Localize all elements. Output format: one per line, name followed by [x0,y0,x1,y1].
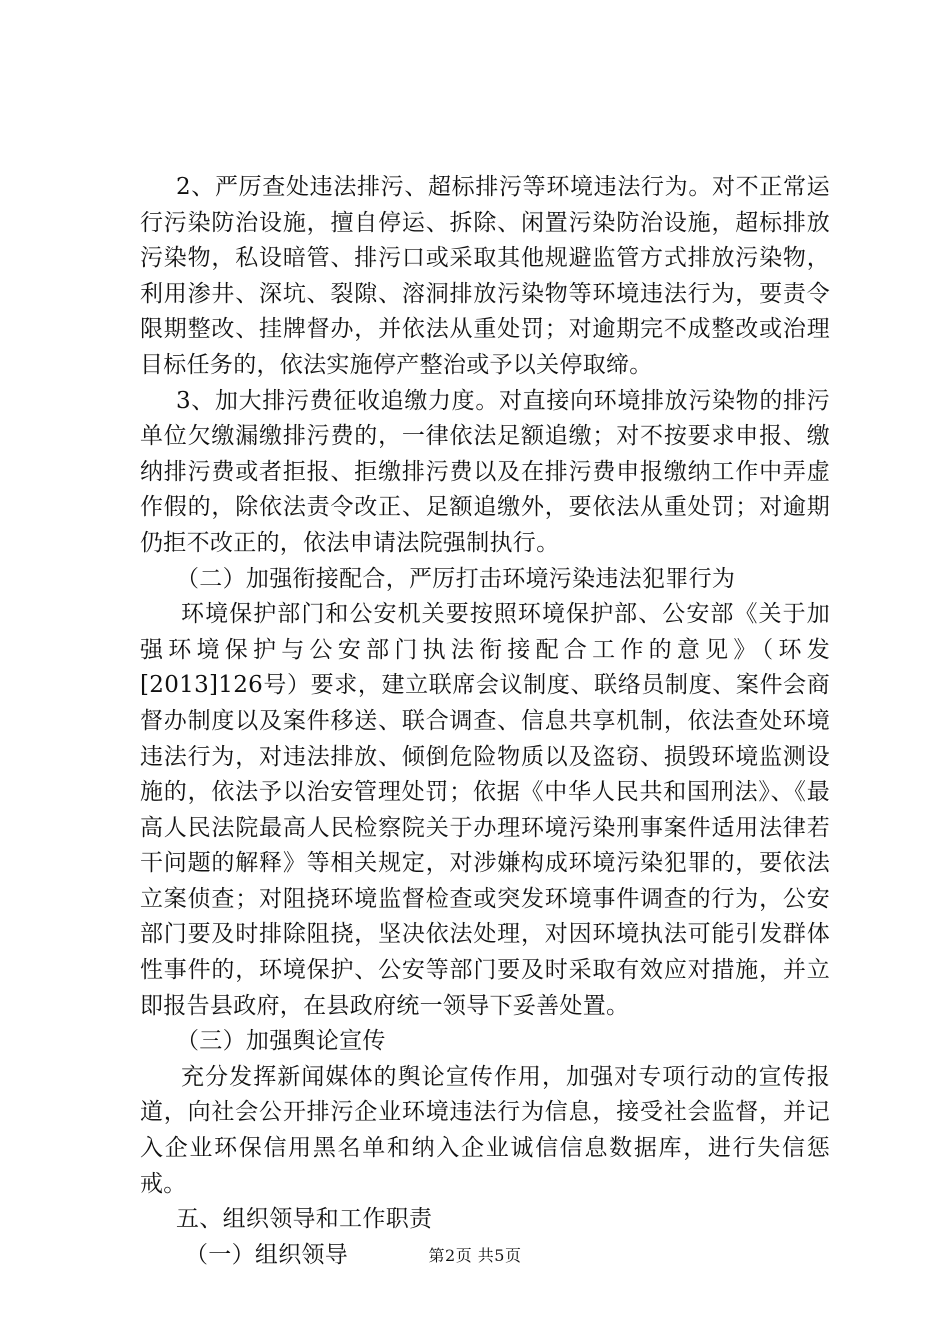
paragraph-item-3: 3、加大排污费征收追缴力度。对直接向环境排放污染物的排污单位欠缴漏缴排污费的，一律依法足额追缴；对不按要求申报、缴纳排污费或者拒报、拒缴排污费以及在排污费申报缴纳工作中弄虚作假的，除依法责令改正、足额追缴外，要依法从重处罚；对逾期仍拒不改正的，依法申请法院强制执行。 [140,387,830,556]
paragraph-coordination: 环境保护部门和公安机关要按照环境保护部、公安部《关于加强环境保护与公安部门执法衔接配合工作的意见》（环发[2013]126号）要求，建立联席会议制度、联络员制度、案件会商督办制度以及案件移送、联合调查、信息共享机制，依法查处环境违法行为，对违法排放、倾倒危险物质以及盗窃、损毁环境监测设施的，依法予以治安管理处罚；依据《中华人民共和国刑法》、《最高人民法院最高人民检察院关于办理环境污染刑事案件适用法律若干问题的解释》等相关规定，对涉嫌构成环境污染犯罪的，要依法立案侦查；对阻挠环境监督检查或突发环境事件调查的行为，公安部门要及时排除阻挠，坚决依法处理，对因环境执法可能引发群体性事件的，环境保护、公安等部门要及时采取有效应对措施，并立即报告县政府，在县政府统一领导下妥善处置。 [140,601,830,1019]
page-number-footer: 第2页 共5页 [428,1246,522,1265]
section-heading-coordination: （二）加强衔接配合，严厉打击环境污染违法犯罪行为 [176,565,736,592]
chapter-heading-organization: 五、组织领导和工作职责 [176,1206,433,1233]
document-body [140,170,830,1273]
section-heading-leadership: （一）组织领导 [185,1241,349,1268]
section-heading-publicity: （三）加强舆论宣传 [176,1028,386,1055]
paragraph-item-2: 2、严厉查处违法排污、超标排污等环境违法行为。对不正常运行污染防治设施，擅自停运、拆除、闲置污染防治设施，超标排放污染物，私设暗管、排污口或采取其他规避监管方式排放污染物，利用渗井、深坑、裂隙、溶洞排放污染物等环境违法行为，要责令限期整改、挂牌督办，并依法从重处罚；对逾期完不成整改或治理目标任务的，依法实施停产整治或予以关停取缔。 [140,174,830,378]
paragraph-publicity: 充分发挥新闻媒体的舆论宣传作用，加强对专项行动的宣传报道，向社会公开排污企业环境违法行为信息，接受社会监督，并记入企业环保信用黑名单和纳入企业诚信信息数据库，进行失信惩戒。 [140,1063,830,1197]
